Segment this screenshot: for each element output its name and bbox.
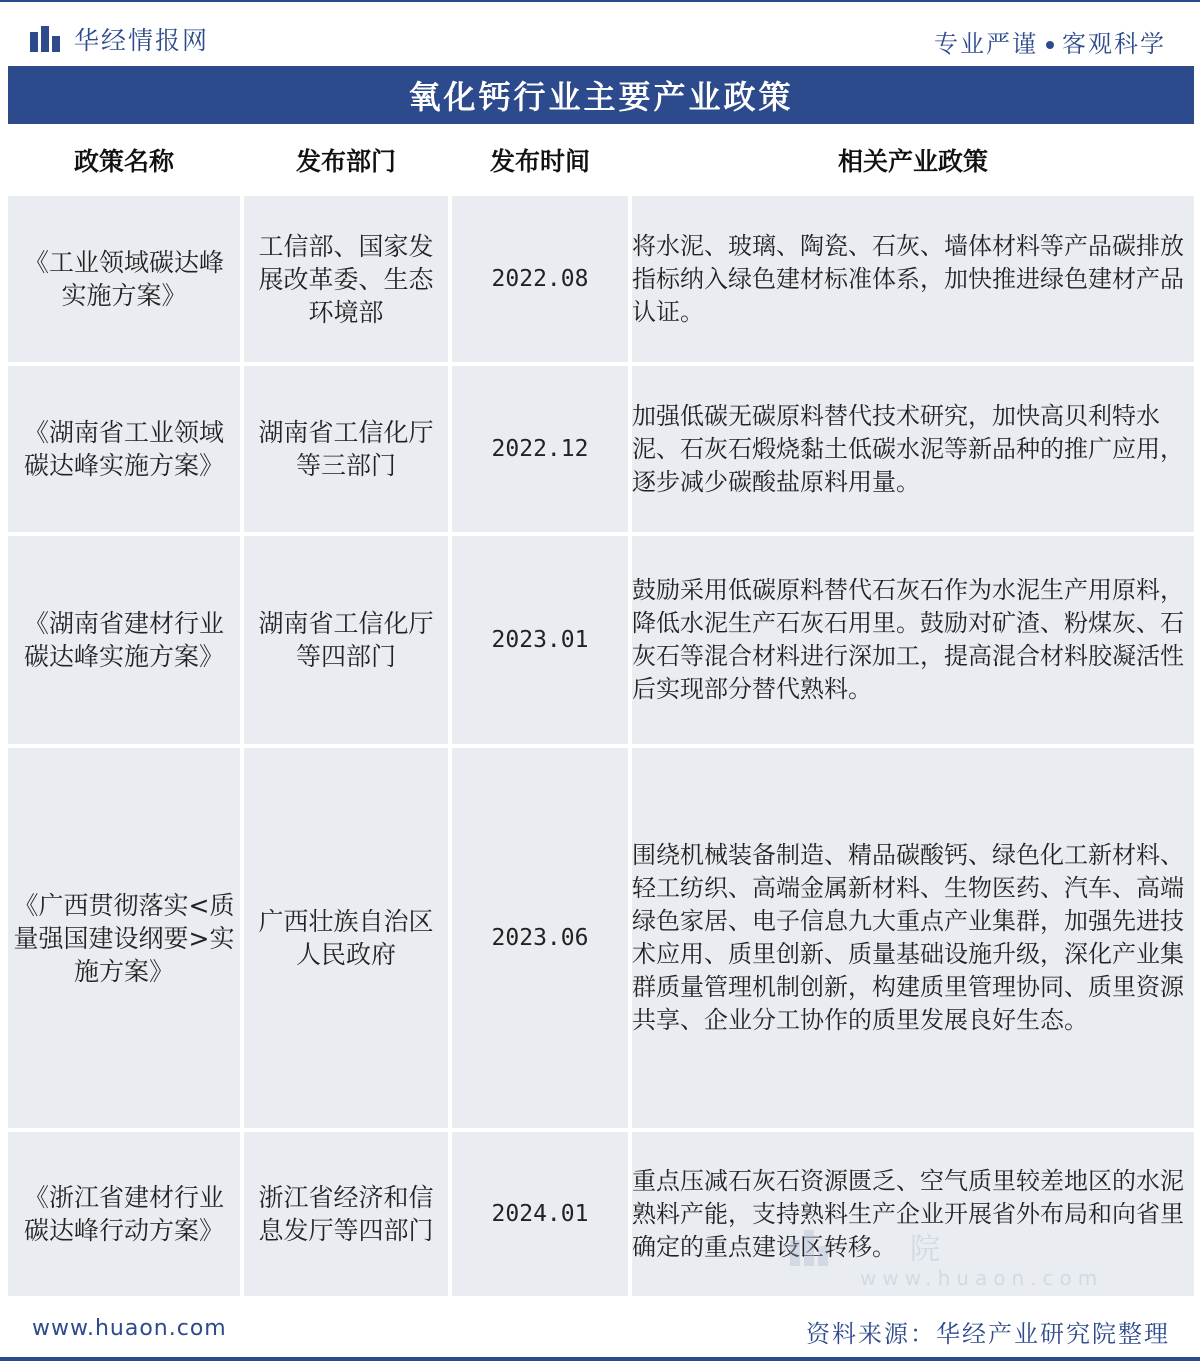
slogan-left: 专业严谨: [934, 30, 1038, 58]
header-policy-content: 相关产业政策: [837, 147, 988, 176]
policy-content-cell: 加强低碳无碳原料替代技术研究，加快高贝利特水泥、石灰石煅烧黏土低碳水泥等新品种的推广应用，逐步减少碳酸盐原料用量。: [632, 366, 1194, 532]
date-cell: 2023.06: [452, 748, 628, 1128]
table-row: [8, 536, 1194, 744]
policy-name-cell: 《湖南省建材行业碳达峰实施方案》: [8, 536, 240, 744]
dot-separator-icon: [1046, 41, 1054, 49]
footer-url: www.huaon.com: [32, 1316, 227, 1341]
policy-name-cell: 《广西贯彻落实<质量强国建设纲要>实施方案》: [8, 748, 240, 1128]
header-policy-name: 政策名称: [73, 147, 174, 176]
title-bar: [8, 66, 1194, 124]
table-row: [8, 196, 1194, 362]
brand-logo: [30, 24, 209, 54]
watermark-url: www.huaon.com: [860, 1266, 1104, 1290]
header-date: 发布时间: [489, 147, 590, 176]
table-row: [8, 1132, 1194, 1296]
department-cell: 浙江省经济和信息发厅等四部门: [244, 1132, 448, 1296]
top-bar: [0, 0, 1200, 64]
policy-content-cell: 将水泥、玻璃、陶瓷、石灰、墙体材料等产品碳排放指标纳入绿色建材标准体系，加快推进绿色建材产品认证。: [632, 196, 1194, 362]
header-department: 发布部门: [295, 147, 396, 176]
slogan-right: 客观科学: [1062, 30, 1166, 58]
table-row: [8, 366, 1194, 532]
table-header: [8, 128, 1194, 192]
bar-logo-icon: [30, 26, 62, 52]
watermark-text: 院: [910, 1232, 946, 1267]
page-title: 氧化钙行业主要产业政策: [408, 78, 794, 116]
table-row: [8, 748, 1194, 1128]
date-cell: 2023.01: [452, 536, 628, 744]
source-note: 资料来源：华经产业研究院整理: [806, 1320, 1170, 1348]
policy-content-cell: 鼓励采用低碳原料替代石灰石作为水泥生产用原料，降低水泥生产石灰石用里。鼓励对矿渣、粉煤灰、石灰石等混合材料进行深加工，提高混合材料胶凝活性后实现部分替代熟料。: [632, 536, 1194, 744]
department-cell: 广西壮族自治区人民政府: [244, 748, 448, 1128]
policy-content-cell: 围绕机械装备制造、精品碳酸钙、绿色化工新材料、轻工纺织、高端金属新材料、生物医药、汽车、高端绿色家居、电子信息九大重点产业集群，加强先进技术应用、质里创新、质量基础设施升级，深化产业集群质量管理机制创新，构建质里管理协同、质里资源共享、企业分工协作的质里发展良好生态。: [632, 748, 1194, 1128]
policy-content-cell: 重点压减石灰石资源匮乏、空气质里较差地区的水泥熟料产能，支持熟料生产企业开展省外布局和向省里确定的重点建设区转移。: [632, 1132, 1194, 1296]
policy-name-cell: 《工业领域碳达峰实施方案》: [8, 196, 240, 362]
date-cell: 2022.12: [452, 366, 628, 532]
department-cell: 湖南省工信化厅等三部门: [244, 366, 448, 532]
department-cell: 工信部、国家发展改革委、生态环境部: [244, 196, 448, 362]
date-cell: 2022.08: [452, 196, 628, 362]
slogan: [934, 24, 1166, 59]
footer-divider: [0, 1357, 1200, 1361]
department-cell: 湖南省工信化厅等四部门: [244, 536, 448, 744]
date-cell: 2024.01: [452, 1132, 628, 1296]
footer: [0, 1300, 1200, 1361]
brand-name: 华经情报网: [74, 26, 210, 55]
policy-name-cell: 《湖南省工业领域碳达峰实施方案》: [8, 366, 240, 532]
policy-name-cell: 《浙江省建材行业碳达峰行动方案》: [8, 1132, 240, 1296]
